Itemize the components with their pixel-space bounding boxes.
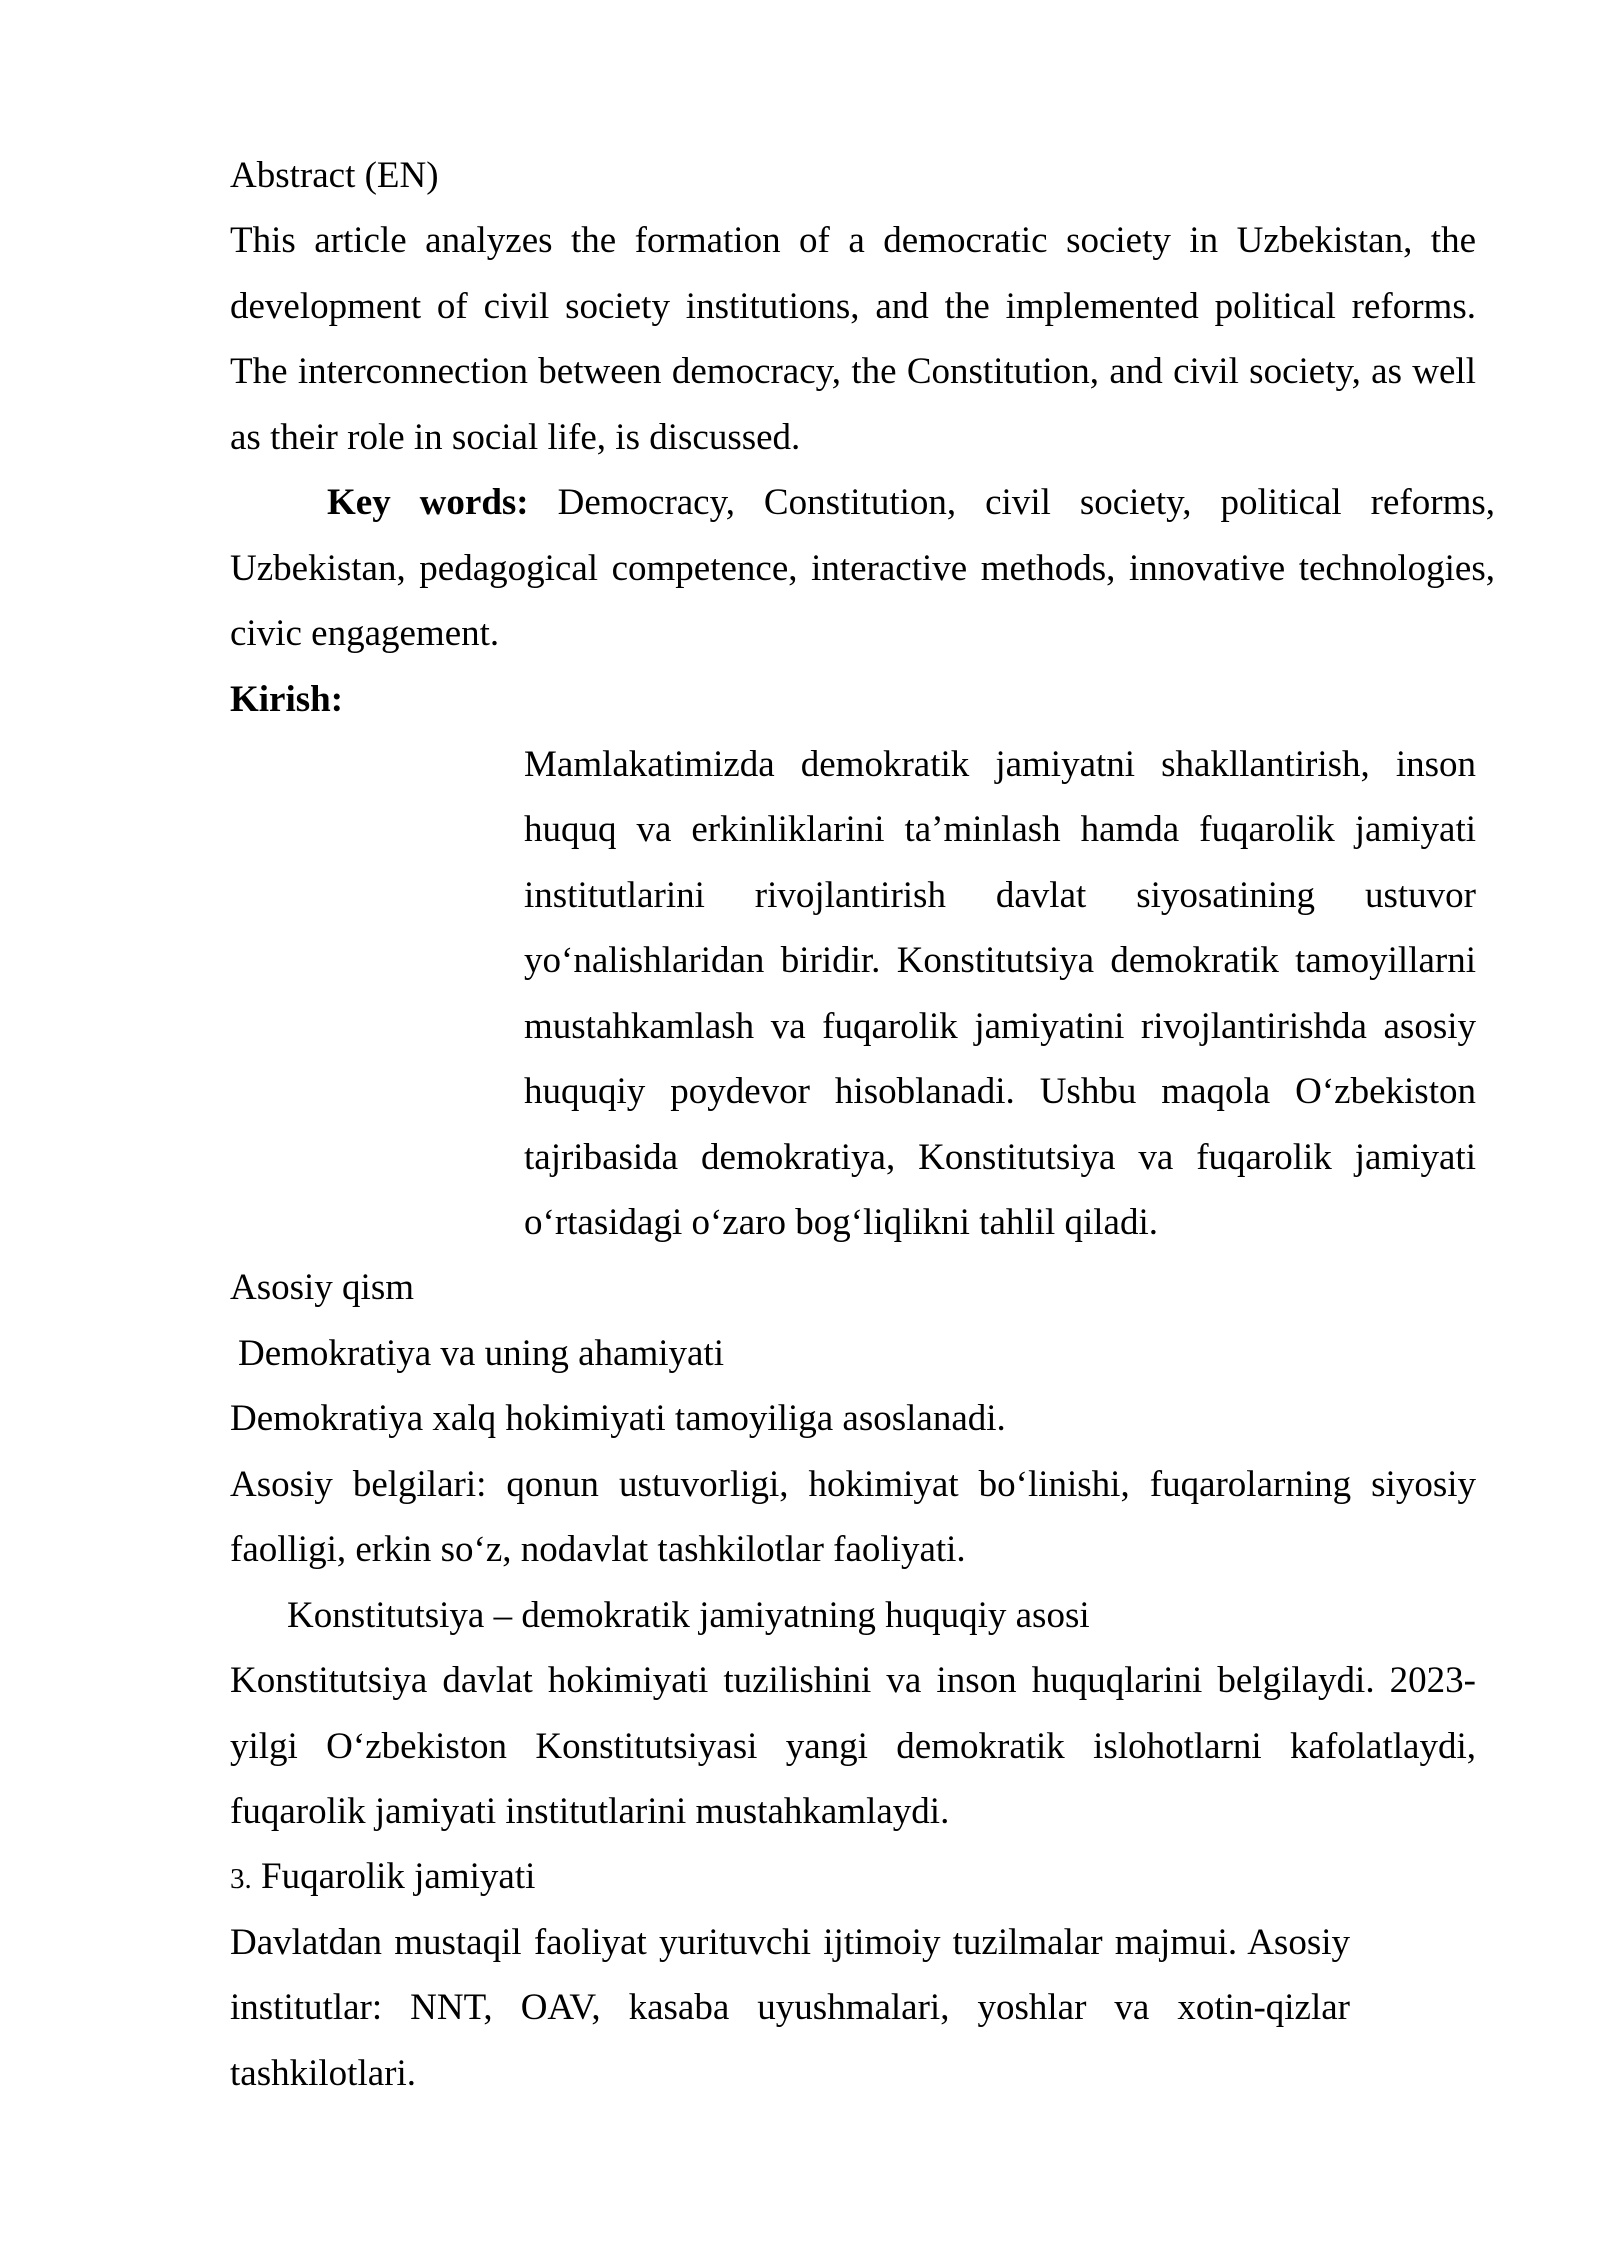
- keywords-line: [327, 470, 1495, 535]
- section-line: Konstitutsiya davlat hokimiyati tuzilishini va inson huquqlarini belgilaydi. 2023-: [230, 1660, 1476, 1702]
- introduction-line: tajribasida demokratiya, Konstitutsiya va fuqarolik jamiyati: [524, 1136, 1476, 1178]
- keywords-line: Uzbekistan, pedagogical competence, interactive methods, innovative technologies,: [230, 547, 1495, 589]
- section-line: faolligi, erkin so‘z, nodavlat tashkilotlar faoliyati.: [230, 1529, 966, 1571]
- section-line: institutlar: NNT, OAV, kasaba uyushmalari, yoshlar va xotin-qizlar: [230, 1987, 1350, 2029]
- section-line: fuqarolik jamiyati institutlarini mustahkamlaydi.: [230, 1790, 950, 1832]
- abstract-heading: Abstract (EN): [230, 155, 439, 196]
- abstract-line: This article analyzes the formation of a democratic society in Uzbekistan, the: [230, 220, 1476, 262]
- introduction-line: huquqiy poydevor hisoblanadi. Ushbu maqola O‘zbekiston: [524, 1071, 1476, 1113]
- introduction-line: yo‘nalishlaridan biridir. Konstitutsiya demokratik tamoyillarni: [524, 940, 1476, 982]
- introduction-line: huquq va erkinliklarini ta’minlash hamda fuqarolik jamiyati: [524, 809, 1476, 851]
- keywords-label: Key words:: [327, 482, 529, 524]
- introduction-line: mustahkamlash va fuqarolik jamiyatini rivojlantirishda asosiy: [524, 1005, 1476, 1047]
- abstract-line: as their role in social life, is discussed.: [230, 416, 801, 458]
- introduction-line: o‘rtasidagi o‘zaro bog‘liqlikni tahlil qiladi.: [524, 1202, 1158, 1243]
- introduction-line: Mamlakatimizda demokratik jamiyatni shakllantirish, inson: [524, 743, 1476, 785]
- abstract-line: development of civil society institutions, and the implemented political reforms.: [230, 285, 1476, 327]
- section-title-text: Fuqarolik jamiyati: [261, 1856, 536, 1898]
- main-part-heading: Asosiy qism: [230, 1267, 415, 1309]
- keywords-line: civic engagement.: [230, 613, 500, 655]
- section-line: Demokratiya xalq hokimiyati tamoyiliga asoslanadi.: [230, 1398, 1006, 1440]
- section-line: Davlatdan mustaqil faoliyat yurituvchi ijtimoiy tuzilmalar majmui. Asosiy: [230, 1921, 1350, 1963]
- section-title: Konstitutsiya – demokratik jamiyatning huquqiy asosi: [287, 1594, 1090, 1636]
- introduction-line: institutlarini rivojlantirish davlat siyosatining ustuvor: [524, 874, 1476, 916]
- section-line: yilgi O‘zbekiston Konstitutsiyasi yangi demokratik islohotlarni kafolatlaydi,: [230, 1725, 1476, 1767]
- keywords-text: Democracy, Constitution, civil society, political reforms,: [557, 482, 1495, 524]
- section-line: tashkilotlari.: [230, 2052, 416, 2094]
- section-title: Demokratiya va uning ahamiyati: [238, 1332, 724, 1374]
- section-title: [230, 1844, 1476, 1909]
- document-body: [0, 143, 1600, 2106]
- section-number: 3.: [230, 1863, 252, 1896]
- introduction-heading: Kirish:: [230, 678, 344, 720]
- section-line: Asosiy belgilari: qonun ustuvorligi, hokimiyat bo‘linishi, fuqarolarning siyosiy: [230, 1463, 1476, 1505]
- abstract-line: The interconnection between democracy, the Constitution, and civil society, as well: [230, 351, 1476, 393]
